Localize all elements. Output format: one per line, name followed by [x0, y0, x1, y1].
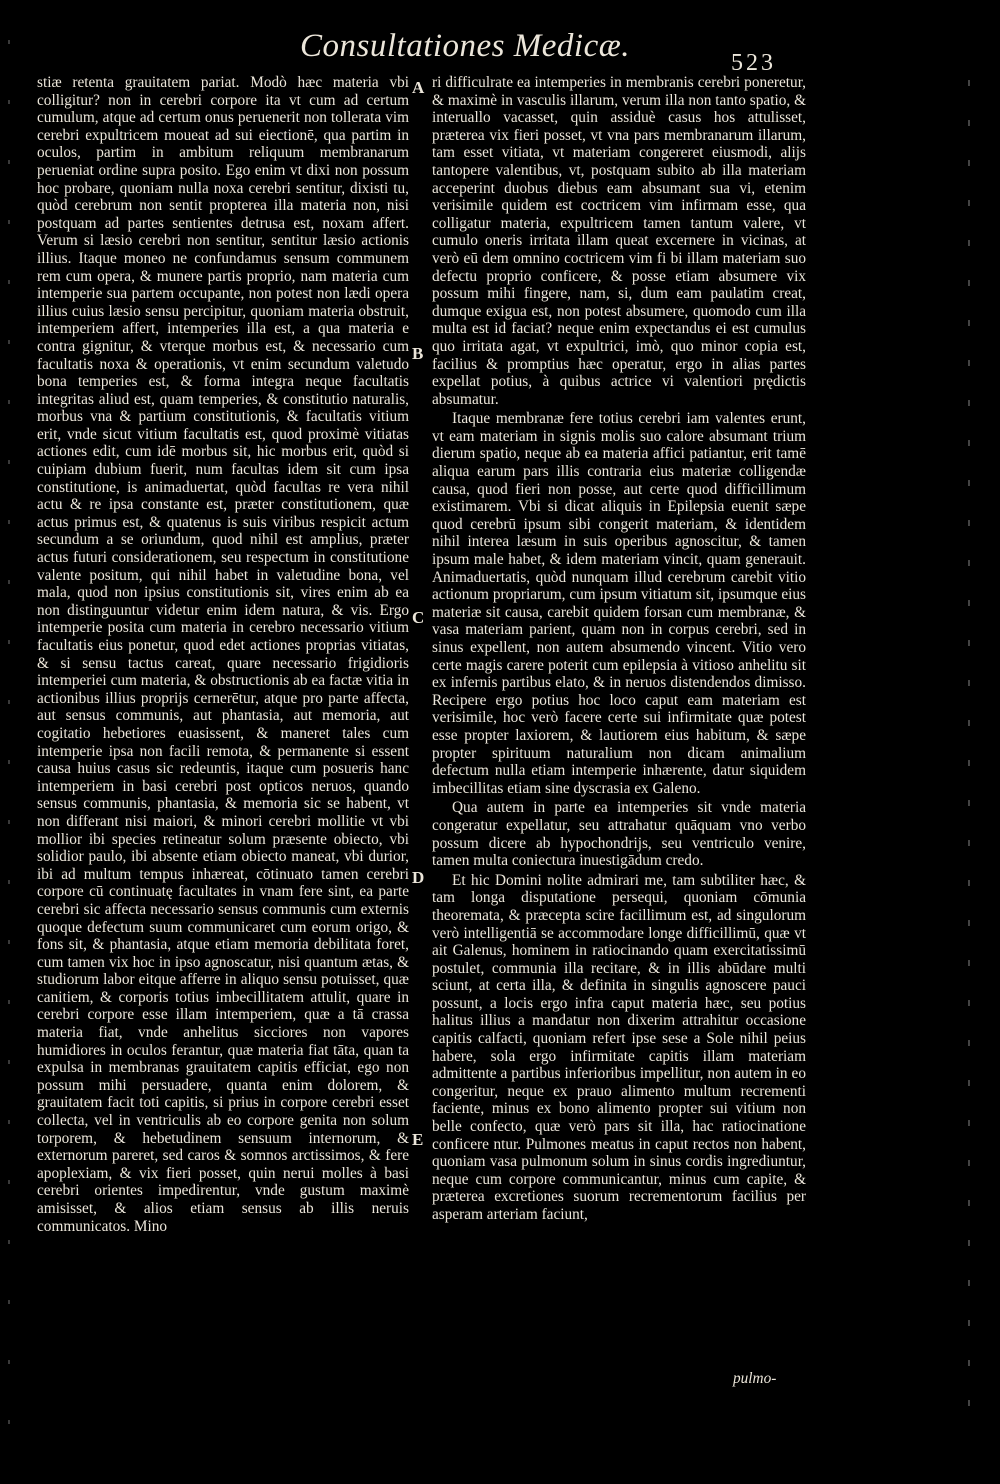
- page-gutter-shadow: [8, 40, 10, 1460]
- margin-letter-d: D: [412, 868, 425, 887]
- page-edge-shadow: [968, 80, 970, 1410]
- catchword: pulmo-: [733, 1370, 777, 1387]
- right-column: [432, 74, 806, 1224]
- page-number: 523: [731, 50, 776, 76]
- right-paragraph: Itaque membranæ fere totius cerebri iam valentes erunt, vt eam materiam in signis molis suo calore absumant trium dierum spatio, neque ab ea materia affici patiantur, erit tamē aliqua earum pars illis contraria eius materiæ colligendæ causa, quod fieri non posse, aut certe quod difficillimum existimarem. Vbi si dicat aliquis in Epilepsia euenit sæpe quod cerebrū ipsum sibi congerit materiam, & identidem nihil interea læsum in suis operibus agnoscitur, & tamen ipsum male habet, & idem materiam vincit, quam generauit. Animaduertatis, quòd nunquam illud cerebrum carebit vitio actionum propriarum, cum ipsum vitiatum sit, ipsumque eius materiæ sit causa, carebit quidem forsan cum membranæ, & vasa materiam parient, quam non in corpus cerebri, sed in sinus expellent, non autem absumendo vincent. Vitio vero certe magis carere poterit cum epilepsia à vitioso anhelitu sit ex infernis partibus elato, & in neruos distendendos dimisso. Recipere ergo potius hoc loco caput eam materiam est verisimile, hoc verò facere certe sui infirmitate quæ potest esse propter laxiorem, & lautiorem eius habitum, & sæpe propter spirituum naturalium non dicam animalium defectum nulla etiam intemperie inhærente, datur siquidem imbecillitas etiam sine dyscrasia ex Galeno.: [432, 410, 806, 797]
- right-paragraph: Qua autem in parte ea intemperies sit vnde materia congeratur expellatur, seu attrahatur quāquam vno verbo possum dicere ab hypochondrijs, seu ventriculo venire, tamen multa coniectura inuestigādum credo.: [432, 799, 806, 870]
- margin-letter-c: C: [412, 608, 425, 627]
- left-column: [37, 74, 409, 1235]
- right-paragraph: Et hic Domini nolite admirari me, tam subtiliter hæc, & tam longa disputatione persequi, quoniam cōmunia theoremata, & præcepta scire facillimum est, ad singulorum verò intelligentiā se accommodare longe difficillimū, quæ vt ait Galenus, hominem in ratiocinando quam exercitatissimū postulet, communia illa recitare, & in illis abūdare multi sciunt, at certa illa, & definita in singulis agnoscere pauci possunt, a locis ergo infra caput materia hæc, seu potius halitus illius a mandatur non dixerim attrahitur occasione capitis calfacti, quoniam refert ipse sese a Sole nihil peius habere, sola ergo infirmitate capitis illam materiam admittente a partibus inferioribus impellitur, non autem in eo congeritur, neque ex prauo alimento multum recrementi faciente, minus ex bono alimento propter sui vitium non belle confecto, quæ verò pars sit illa, hac ratiocinatione conficere ntur. Pulmones meatus in caput rectos non habent, quoniam vasa pulmonum solum in sinus cordis ingrediuntur, neque cum corpore communicantur, minus cum capite, & præterea excretiones suorum recrementorum facilius per asperam arteriam faciunt,: [432, 871, 806, 1223]
- right-paragraph: ri difficulrate ea intemperies in membranis cerebri poneretur, & maximè in vasculis illarum, verum illa non tanto spatio, & interuallo vacasset, quin assiduè casus hos attulisset, præterea vix fieri posset, vt vna pars membranarum illarum, tam esset vitiata, vt materiam congereret eiusmodi, alijs tantopere valentibus, vt, postquam subito ab illa materiam acceperint duobus diebus eam absumant sua vi, etenim verisimile quidem est coctricem vim infirmam esse, qua colligatur materia, expultricem tamen tantum valere, vt cumulo oneris irritata illam queat excernere in vicinas, at verò eū dem omnino coctricem vim fi bi illam materiam suo defectu proprio conficere, & posse etiam absumere vix possum mihi fingere, nam, si, dum eam paulatim creat, dumque exigua est, non potest absumere, quomodo cum illa multa est id faciat? neque enim expectandus ei est cumulus quo irritata agat, vt expultrici, imò, quo minor copia est, facilius & promptius hæc operatur, ergo in alias partes expellat potius, à quibus actrice vi valentiori prędictis absumatur.: [432, 74, 806, 408]
- left-paragraph: stiæ retenta grauitatem pariat. Modò hæc materia vbi colligitur? non in cerebri corpore ita vt cum ad certum cumulum, atque ad certum onus peruenerit non tollerata vim cerebri expultricem moueat ad sui eiectionē, qua partim in oculos, partim in ambitum reliquum membranarum perueniat ordine supra posito. Ego enim vt dixi non possum hoc probare, quoniam nulla noxa cerebri sentitur, dixisti tu, quòd cerebrum non sentit propterea illa materia non, nisi postquam ad partes sentientes detrusa est, noxam affert. Verum si læsio cerebri non sentitur, sentitur læsio actionis illius. Itaque moneo ne confundamus sensum communem rem cum opera, & munere partis proprio, nam materia cum intemperie sua partem occupante, non potest non lædi opera illius cuius læsio sensu percipitur, quoniam materia obstruit, intemperiem affert, intemperies illa est, a qua materia e contra gignitur, & vterque morbus est, & necessario cum facultatis noxa & operationis, vt enim secundum valetudo bona temperies est, & forma integra neque facultatis integritas aliud est, quam temperies, & constitutio naturalis, morbus vna & partium constitutionis, & facultatis vitium erit, vnde sicut vitium facultatis est, quod proximè vitiatas actiones edit, cum idē morbus sit, hic morbus erit, quòd si cuipiam dubium fuerit, num facultas idem sit cum ipsa constitutione, is animaduertat, quòd facultas re vera nihil actu & re ipsa constante est, præter constitutionem, quæ actus primus est, & quatenus is suis viribus respicit actum secundum a se oriundum, quod nihil est amplius, præter actus futuri considerationem, seu respectum in constitutione valente positum, qui nihil habet in valetudine bona, vel mala, quod non ipsius constitutionis sit, vires enim ab ea non distinguuntur videtur enim idem natura, & vis. Ergo intemperie posita cum materia in cerebro necessario vitium facultatis eius ponetur, quod edet actiones proprias vitiatas, & si sensu tactus careat, quare necessario frigidioris intemperiei cum materia, & obstructionis ab ea factæ vitia in actionibus illius proprijs cernerētur, atque pro parte affecta, aut sensus communis, aut phantasia, aut memoria, aut cogitatio hebetiores euasissent, & maneret tales cum intemperie ipsa non facili remota, & permanente si essent causa huius casus sic redeuntis, itaque cum posueris hanc intemperiem in basi cerebri post opticos neruos, quando sensus communis, phantasia, & memoria sic se habent, vt non differant nisi maiori, & minori cerebri mollitie vt vbi mollior ibi species retineatur solum præsente obiecto, vbi solidior paulo, ibi absente etiam obiecto maneat, vbi durior, ibi ad multum tempus inhæreat, cōtinuato tamen cerebri corpore cū continuatę facultates in vnam fere sint, ea parte cerebri sic affecta necessario sensus communis cum externis quoque defectum suum communicaret cum eorum origo, & fons sit, & phantasia, atque etiam memoria debilitata foret, cum tamen vix hoc in ipso agnoscatur, nisi quantum ætas, & studiorum labor eitque afferre in aliquo sensu potuisset, quæ canitiem, & corporis totius imbecillitatem attulit, quare in cerebri corpore esse illam intemperiem, quæ a tā crassa materia fiat, vnde anhelitus sicciores non vapores humidiores in oculos ferantur, quæ materia fiat tāta, quan ta expulsa in membranas grauitatem capitis efficiat, ego non possum mihi persuadere, quanta enim dolorem, & grauitatem facit toti capitis, si prius in corpore cerebri esset collecta, vel in ventriculis ab eo corpore genita non solum torporem, & hebetudinem sensuum internorum, & externorum pareret, sed caros & somnos arctissimos, & fere apoplexiam, & vix fieri posset, quin nerui molles à basi cerebri orientes impedirentur, vnde gustum maximè amisisset, & alios etiam sensus ab illis neruis communicatos. Mino: [37, 74, 409, 1235]
- margin-letter-b: B: [412, 344, 424, 363]
- running-title: Consultationes Medicæ.: [300, 28, 630, 64]
- margin-letter-e: E: [412, 1130, 424, 1149]
- margin-letter-a: A: [412, 78, 425, 97]
